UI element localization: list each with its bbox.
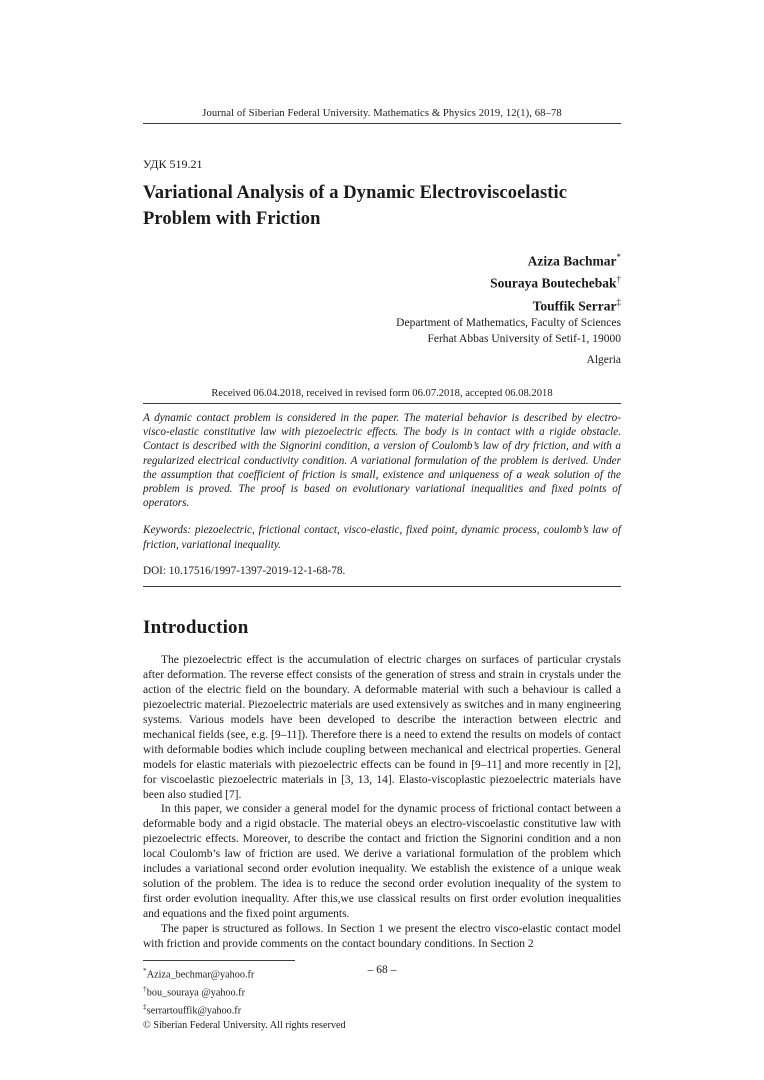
- footnote-2-mark: †: [143, 983, 147, 993]
- footnote-2-text: bou_souraya @yahoo.fr: [146, 986, 245, 998]
- copyright-line: © Siberian Federal University. All rights reserved: [143, 1019, 346, 1031]
- keywords-text: Keywords: piezoelectric, frictional contact, visco-elastic, fixed point, dynamic process, coulomb’s law of friction, variational inequality.: [143, 524, 621, 552]
- footnote-rule: [143, 960, 295, 961]
- author-name-1: [143, 248, 621, 271]
- author-1-text: Aziza Bachmar: [527, 253, 617, 269]
- footnote-3-text: serrartouffik@yahoo.fr: [146, 1004, 242, 1016]
- author-3-mark: ‡: [616, 296, 621, 307]
- intro-paragraph-3: The paper is structured as follows. In Section 1 we present the electro visco-elastic contact model with friction and provide comments on the contact boundary conditions. In Section 2: [143, 922, 621, 950]
- footnote-3: [143, 1000, 621, 1018]
- received-dates: Received 06.04.2018, received in revised form 06.07.2018, accepted 06.08.2018: [211, 388, 553, 400]
- abstract-top-rule: [143, 403, 621, 404]
- journal-header: Journal of Siberian Federal University. Mathematics & Physics 2019, 12(1), 68–78: [202, 108, 562, 119]
- abstract-text: A dynamic contact problem is considered in the paper. The material behavior is described by electro-visco-elastic constitutive law with piezoelectric effects. The body is in contact with a rigide obstacle. Contact is described with the Signorini condition, a version of Coulomb’s law of dry friction, and with a regularized electrical conductivity condition. A variational formulation of the problem is derived. Under the assumption that coefficient of friction is small, existence and uniqueness of a weak solution of the problem is proved. The proof is based on evolutionary variational inequalities and fixed points of operators.: [143, 412, 621, 510]
- page-content: [143, 108, 621, 1032]
- affiliation-line-2: Ferhat Abbas University of Setif-1, 19000: [427, 333, 621, 346]
- author-name-3: [143, 293, 621, 316]
- author-3-text: Touffik Serrar: [532, 298, 617, 314]
- footnote-1-mark: *: [143, 965, 147, 975]
- udk-code: УДК 519.21: [143, 157, 203, 171]
- author-1-mark: *: [616, 251, 621, 262]
- paper-title: Variational Analysis of a Dynamic Electroviscoelastic Problem with Friction: [143, 183, 568, 230]
- footnote-3-mark: ‡: [143, 1001, 147, 1011]
- abstract-bottom-rule: [143, 586, 621, 587]
- page-number: – 68 –: [367, 964, 397, 976]
- footnote-2: [143, 982, 621, 1000]
- footnote-1-text: Aziza_bechmar@yahoo.fr: [146, 968, 255, 980]
- header-rule: [143, 123, 621, 124]
- author-2-text: Souraya Boutechebak: [490, 275, 617, 291]
- intro-paragraph-1: The piezoelectric effect is the accumulation of electric charges on surfaces of particular crystals after deformation. The reverse effect consists of the generation of stress and strain in crystals under the action of the electric field on the boundary. A deformable material with such a behaviour is called a piezoelectric material. Piezoelectric materials are used extensively as switches and in many engineering systems. Various models have been developed to describe the interaction between electric and mechanical fields (see, e.g. [9–11]). Therefore there is a need to extend the results on models of contact with deformable bodies which include coupling between mechanical and electrical properties. General models for elastic materials with piezoelectric effects can be found in [9–11] and more recently in [2], for viscoelastic piezoelectric materials in [3, 13, 14]. Elasto-viscoplastic piezoelectric materials have been also studied [7].: [143, 654, 621, 801]
- section-heading-introduction: Introduction: [143, 617, 249, 639]
- affiliation-line-1: Department of Mathematics, Faculty of Sciences: [396, 317, 621, 330]
- doi-text: DOI: 10.17516/1997-1397-2019-12-1-68-78.: [143, 564, 346, 577]
- authors-block: [143, 248, 621, 369]
- author-2-mark: †: [616, 274, 621, 285]
- intro-paragraph-2: In this paper, we consider a general model for the dynamic process of frictional contact between a deformable body and a rigid obstacle. The material obeys an electro-viscoelastic constitutive law with piezoelectric effects. Moreover, to describe the contact and friction the Signorini condition and a non local Coulomb’s law of friction are used. We derive a variational formulation of the problem which includes a variational second order evolution inequality. We establish the existence of a unique weak solution of the problem. The idea is to reduce the second order evolution inequality of the system to first order evolution inequality. After this,we use classical results on first order evolution inequalities and equations and the fixed point arguments.: [143, 803, 621, 920]
- author-name-2: [143, 270, 621, 293]
- affiliation-country: Algeria: [586, 354, 621, 367]
